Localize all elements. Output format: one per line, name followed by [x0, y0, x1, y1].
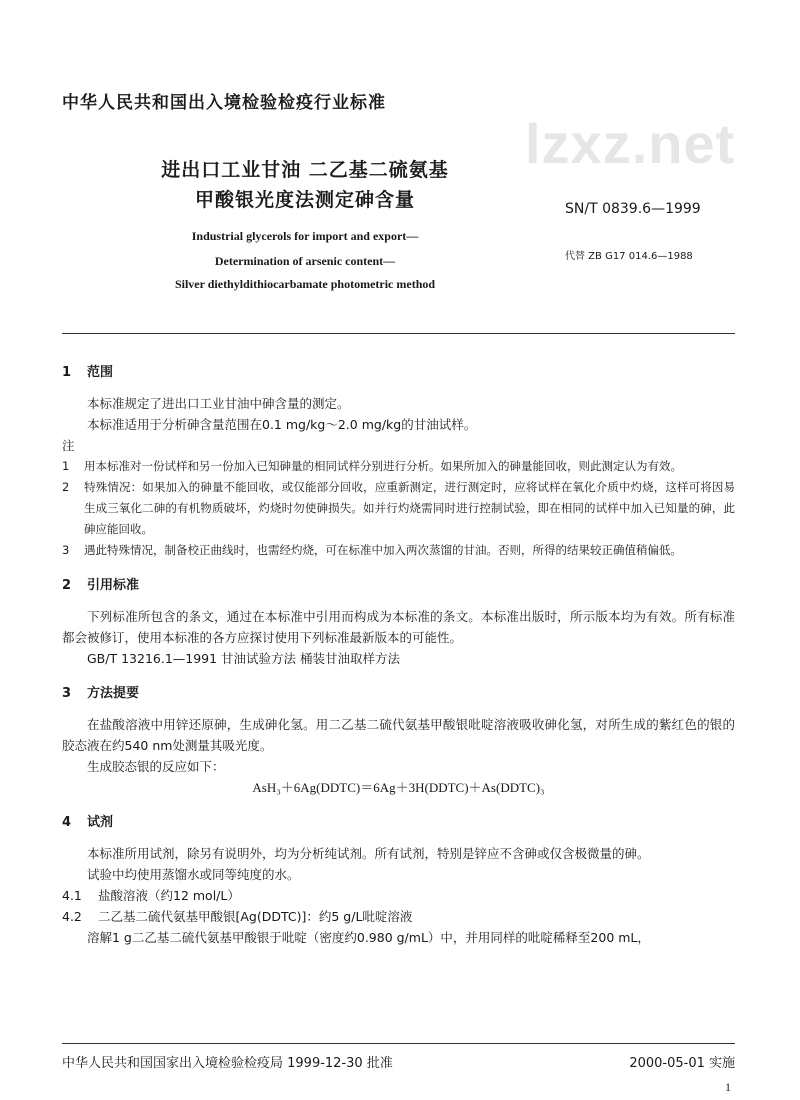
approval-info: 中华人民共和国国家出入境检验检疫局 1999-12-30 批准 [62, 1056, 393, 1071]
footer-divider [62, 1043, 735, 1044]
note-item [62, 477, 735, 540]
paragraph: 下列标准所包含的条文，通过在本标准中引用而构成为本标准的条文。本标准出版时，所示版本均为有效。所有标准都会被修订，使用本标准的各方应探讨使用下列标准最新版本的可能性。 [62, 609, 735, 645]
document-header: 中华人民共和国出入境检验检疫行业标准 [62, 93, 386, 113]
reaction-equation: AsH₃＋6Ag(DDTC)＝6Ag＋3H(DDTC)＋As(DDTC)₃ [252, 780, 545, 795]
english-title-line-2: Determination of arsenic content— [214, 254, 396, 268]
reagent-item [62, 885, 735, 906]
section-reagents [62, 812, 735, 948]
section-number: 2 [62, 578, 72, 593]
section-number: 1 [62, 365, 72, 380]
paragraph: 本标准所用试剂，除另有说明外，均为分析纯试剂。所有试剂，特别是锌应不含砷或仅含极微量的砷。 [87, 846, 650, 861]
page-number: 1 [725, 1080, 731, 1094]
title-line-2: 甲酸银光度法测定砷含量 [194, 189, 415, 211]
note-text: 遇此特殊情况，制备校正曲线时，也需经灼烧，可在标准中加入两次蒸馏的甘油。否则，所得的结果较正确值稍偏低。 [84, 543, 682, 557]
note-item [62, 456, 735, 477]
paragraph: 生成胶态银的反应如下： [87, 759, 225, 774]
paragraph: 试验中均使用蒸馏水或同等纯度的水。 [87, 867, 300, 882]
header-divider [62, 333, 735, 334]
item-number: 4.2 [62, 909, 82, 924]
paragraph: 本标准适用于分析砷含量范围在0.1 mg/kg～2.0 mg/kg的甘油试样。 [87, 417, 477, 432]
section-title: 范围 [87, 365, 114, 380]
item-number: 4.1 [62, 888, 82, 903]
note-number: 2 [62, 480, 70, 494]
replaces-standard: 代替 ZB G17 014.6—1988 [565, 251, 693, 262]
english-title-line-3: Silver diethyldithiocarbamate photometric method [174, 277, 436, 291]
section-heading [62, 362, 735, 383]
section-scope [62, 362, 735, 561]
english-title-line-1: Industrial glycerols for import and export— [191, 229, 419, 243]
item-text: 盐酸溶液（约12 mol/L） [98, 888, 240, 903]
section-title: 方法提要 [87, 686, 140, 701]
section-number: 3 [62, 686, 72, 701]
note-number: 3 [62, 543, 70, 557]
note-number: 1 [62, 459, 70, 473]
title-line-1: 进出口工业甘油 二乙基二硫氨基 [161, 159, 449, 181]
note-label: 注 [62, 438, 75, 453]
section-heading [62, 812, 735, 833]
document-body [62, 362, 735, 962]
paragraph: 溶解1 g二乙基二硫代氨基甲酸银于吡啶（密度约0.980 g/mL）中，并用同样的吡啶稀释至200 mL， [87, 930, 650, 945]
section-normative-references [62, 575, 735, 669]
footer [62, 1052, 735, 1071]
section-heading [62, 575, 735, 596]
section-number: 4 [62, 815, 72, 830]
paragraph: 在盐酸溶液中用锌还原砷，生成砷化氢。用二乙基二硫代氨基甲酸银吡啶溶液吸收砷化氢，对所生成的紫红色的银的胶态液在约540 nm处测量其吸光度。 [62, 717, 735, 753]
note-text: 特殊情况：如果加入的砷量不能回收，或仅能部分回收，应重新测定，进行测定时，应将试样在氧化介质中灼烧，这样可将因易生成三氧化二砷的有机物质破坏，灼烧时勿使砷损失。如并行灼烧需同时进行控制试验，即在相同的试样中加入已知量的砷，此砷应能回收。 [84, 480, 735, 536]
section-method-summary [62, 683, 735, 798]
section-title: 试剂 [87, 815, 114, 830]
note-item [62, 540, 735, 561]
section-heading [62, 683, 735, 704]
implementation-date: 2000-05-01 实施 [629, 1056, 735, 1071]
item-text: 二乙基二硫代氨基甲酸银[Ag(DDTC)]：约5 g/L吡啶溶液 [98, 909, 413, 924]
paragraph: 本标准规定了进出口工业甘油中砷含量的测定。 [87, 396, 350, 411]
watermark: lzxz.net [525, 112, 736, 175]
standard-code: SN/T 0839.6—1999 [565, 201, 701, 217]
reagent-item [62, 906, 735, 927]
section-title: 引用标准 [87, 578, 140, 593]
note-text: 用本标准对一份试样和另一份加入已知砷量的相同试样分别进行分析。如果所加入的砷量能回收，则此测定认为有效。 [84, 459, 682, 473]
reference-item: GB/T 13216.1—1991 甘油试验方法 桶装甘油取样方法 [87, 651, 401, 666]
